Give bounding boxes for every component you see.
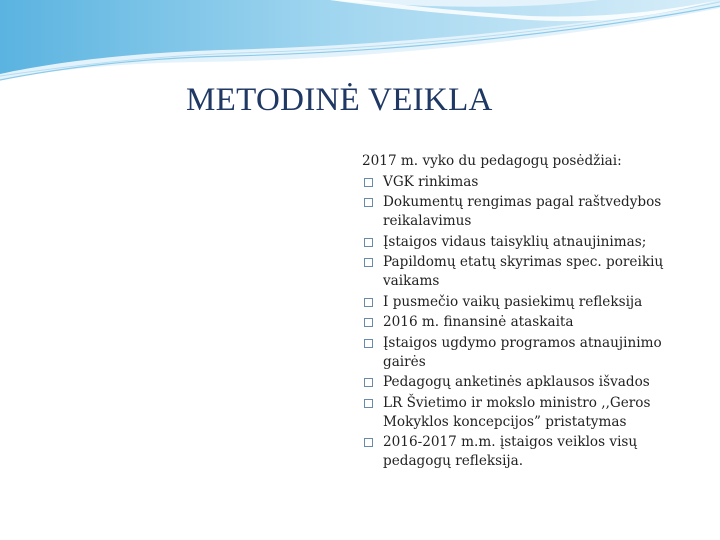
checkbox-bullet-icon xyxy=(364,339,373,348)
slide-body xyxy=(362,152,682,473)
checkbox-bullet-icon xyxy=(364,198,373,207)
list-item xyxy=(362,293,682,312)
meeting-topics-list xyxy=(362,173,682,472)
list-item-text: Pedagogų anketinės apklausos išvados xyxy=(383,374,650,390)
intro-text: 2017 m. vyko du pedagogų posėdžiai: xyxy=(362,153,622,169)
list-item xyxy=(362,193,682,231)
checkbox-bullet-icon xyxy=(364,318,373,327)
checkbox-bullet-icon xyxy=(364,378,373,387)
list-item xyxy=(362,313,682,332)
list-item xyxy=(362,233,682,252)
checkbox-bullet-icon xyxy=(364,298,373,307)
list-item-text: Įstaigos ugdymo programos atnaujinimo gairės xyxy=(383,334,662,370)
list-item-text: VGK rinkimas xyxy=(383,173,479,190)
list-item xyxy=(362,334,682,372)
list-item-text: LR Švietimo ir mokslo ministro ,,Geros Mokyklos koncepcijos” pristatymas xyxy=(383,394,651,430)
page-title: METODINĖ VEIKLA xyxy=(186,82,493,118)
list-item-text: I pusmečio vaikų pasiekimų refleksija xyxy=(383,293,643,310)
list-item xyxy=(362,373,682,392)
checkbox-bullet-icon xyxy=(364,399,373,408)
list-item-text: Papildomų etatų skyrimas spec. poreikių vaikams xyxy=(383,254,664,289)
list-item-text: Dokumentų rengimas pagal raštvedybos reikalavimus xyxy=(383,194,662,229)
list-item-text: 2016 m. finansinė ataskaita xyxy=(383,314,574,330)
list-item xyxy=(362,253,682,291)
checkbox-bullet-icon xyxy=(364,258,373,267)
list-item-text: 2016-2017 m.m. įstaigos veiklos visų pedagogų refleksija. xyxy=(383,434,638,469)
list-item xyxy=(362,173,682,192)
list-item-text: Įstaigos vidaus taisyklių atnaujinimas; xyxy=(383,233,647,250)
checkbox-bullet-icon xyxy=(364,438,373,447)
checkbox-bullet-icon xyxy=(364,178,373,187)
checkbox-bullet-icon xyxy=(364,238,373,247)
list-item xyxy=(362,394,682,432)
list-item xyxy=(362,433,682,471)
